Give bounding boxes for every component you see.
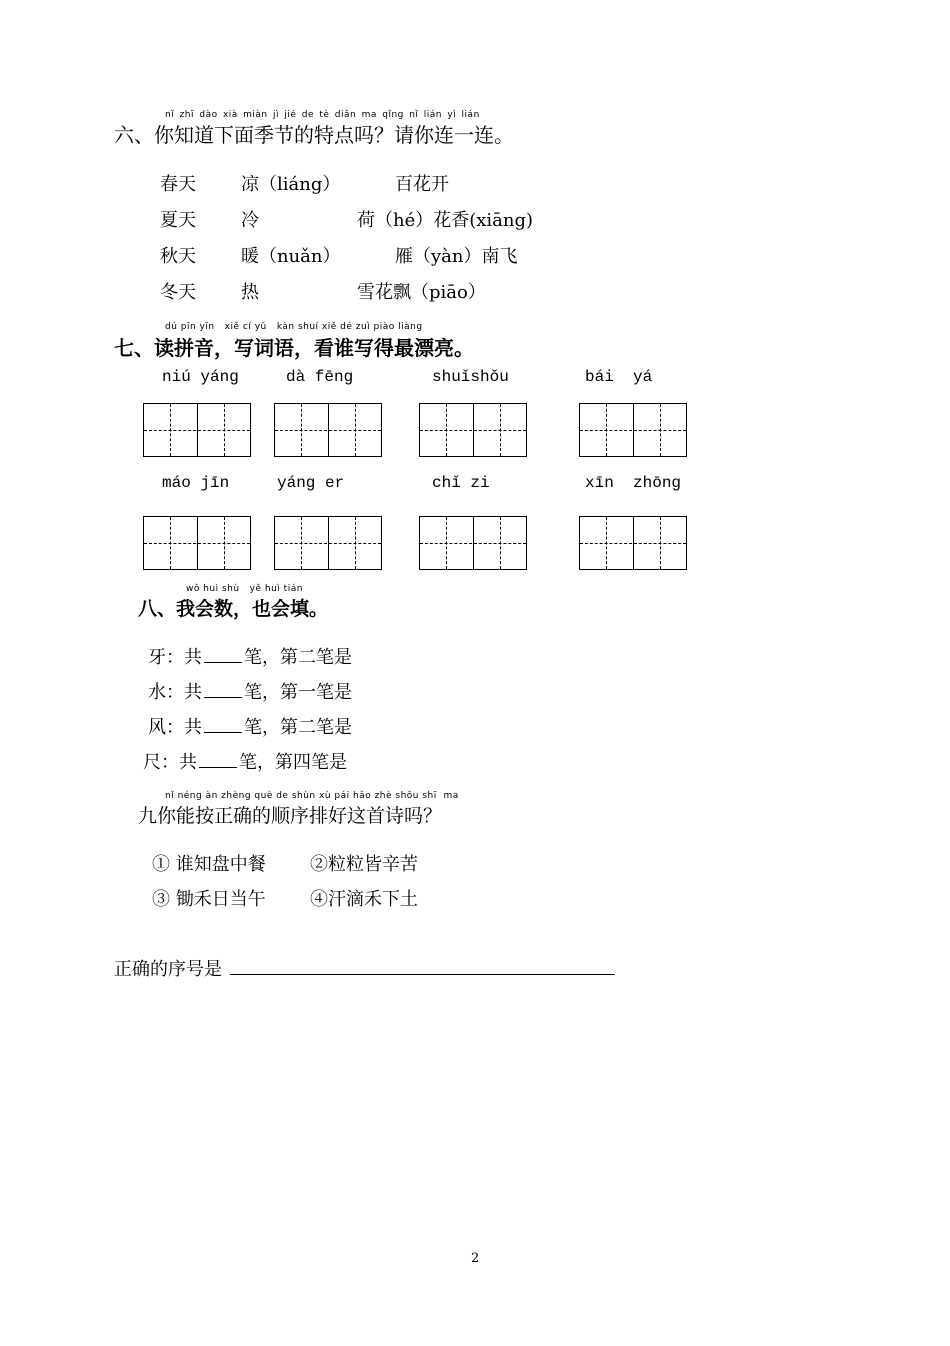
pinyin-prompt: xīn zhōng bbox=[585, 474, 682, 492]
pinyin-prompt: chǐ zi bbox=[432, 474, 490, 492]
poem-line: ③ 锄禾日当午 bbox=[152, 889, 266, 910]
feature-warm: 暖（nuǎn） bbox=[241, 246, 341, 267]
poem-line: ④汗滴禾下土 bbox=[310, 889, 418, 910]
writing-grid[interactable] bbox=[579, 403, 687, 457]
pinyin-prompt: niú yáng bbox=[162, 368, 239, 386]
section9-pinyin: nǐ néng àn zhèng què de shùn xù pái hǎo zhè shǒu shī ma bbox=[165, 791, 459, 801]
answer-blank[interactable] bbox=[204, 718, 242, 733]
pinyin-prompt: yáng er bbox=[277, 474, 345, 492]
writing-grid[interactable] bbox=[274, 516, 382, 570]
season-summer: 夏天 bbox=[160, 210, 196, 231]
answer-label: 正确的序号是 bbox=[114, 959, 222, 980]
scene-lotus: 荷（hé）花香(xiāng) bbox=[357, 210, 534, 231]
writing-grid[interactable] bbox=[419, 516, 527, 570]
page-number: 2 bbox=[471, 1251, 480, 1266]
pinyin-prompt: bái yá bbox=[585, 368, 653, 386]
writing-grid[interactable] bbox=[274, 403, 382, 457]
section6-title: 六、你知道下面季节的特点吗？请你连一连。 bbox=[114, 123, 514, 147]
section7-pinyin: dú pīn yīn xiě cí yǔ kàn shuí xiě dé zuì piào liàng bbox=[165, 322, 423, 332]
feature-cold: 冷 bbox=[241, 210, 259, 231]
poem-line: ① 谁知盘中餐 bbox=[152, 854, 266, 875]
answer-blank[interactable] bbox=[204, 648, 242, 663]
section7-title: 七、读拼音，写词语，看谁写得最漂亮。 bbox=[114, 336, 474, 360]
stroke-question: 水：共 笔，第一笔是 bbox=[148, 682, 352, 703]
scene-geese: 雁（yàn）南飞 bbox=[395, 246, 518, 267]
answer-blank[interactable] bbox=[204, 683, 242, 698]
poem-line: ②粒粒皆辛苦 bbox=[310, 854, 418, 875]
pinyin-prompt: máo jīn bbox=[162, 474, 230, 492]
writing-grid[interactable] bbox=[419, 403, 527, 457]
season-spring: 春天 bbox=[160, 174, 196, 195]
feature-cool: 凉（liáng） bbox=[241, 174, 341, 195]
scene-snow: 雪花飘（piāo） bbox=[357, 282, 486, 303]
pinyin-prompt: dà fēng bbox=[286, 368, 354, 386]
answer-line[interactable] bbox=[230, 974, 615, 975]
writing-grid[interactable] bbox=[143, 403, 251, 457]
section8-title: 八、我会数，也会填。 bbox=[138, 598, 329, 620]
season-winter: 冬天 bbox=[160, 282, 196, 303]
feature-hot: 热 bbox=[241, 282, 259, 303]
stroke-question: 尺：共 笔，第四笔是 bbox=[143, 752, 347, 773]
answer-blank[interactable] bbox=[199, 753, 237, 768]
section6-pinyin: nǐ zhī dào xià miàn jì jié de tè diǎn ma qǐng nǐ lián yì lián bbox=[165, 110, 480, 120]
writing-grid[interactable] bbox=[579, 516, 687, 570]
section8-pinyin: wǒ huì shù yě huì tián bbox=[186, 584, 303, 594]
writing-grid[interactable] bbox=[143, 516, 251, 570]
scene-flowers: 百花开 bbox=[395, 174, 449, 195]
pinyin-prompt: shuǐshǒu bbox=[432, 368, 509, 386]
section9-title: 九你能按正确的顺序排好这首诗吗？ bbox=[138, 805, 443, 827]
season-autumn: 秋天 bbox=[160, 246, 196, 267]
stroke-question: 风：共 笔，第二笔是 bbox=[148, 717, 352, 738]
stroke-question: 牙：共 笔，第二笔是 bbox=[148, 647, 352, 668]
